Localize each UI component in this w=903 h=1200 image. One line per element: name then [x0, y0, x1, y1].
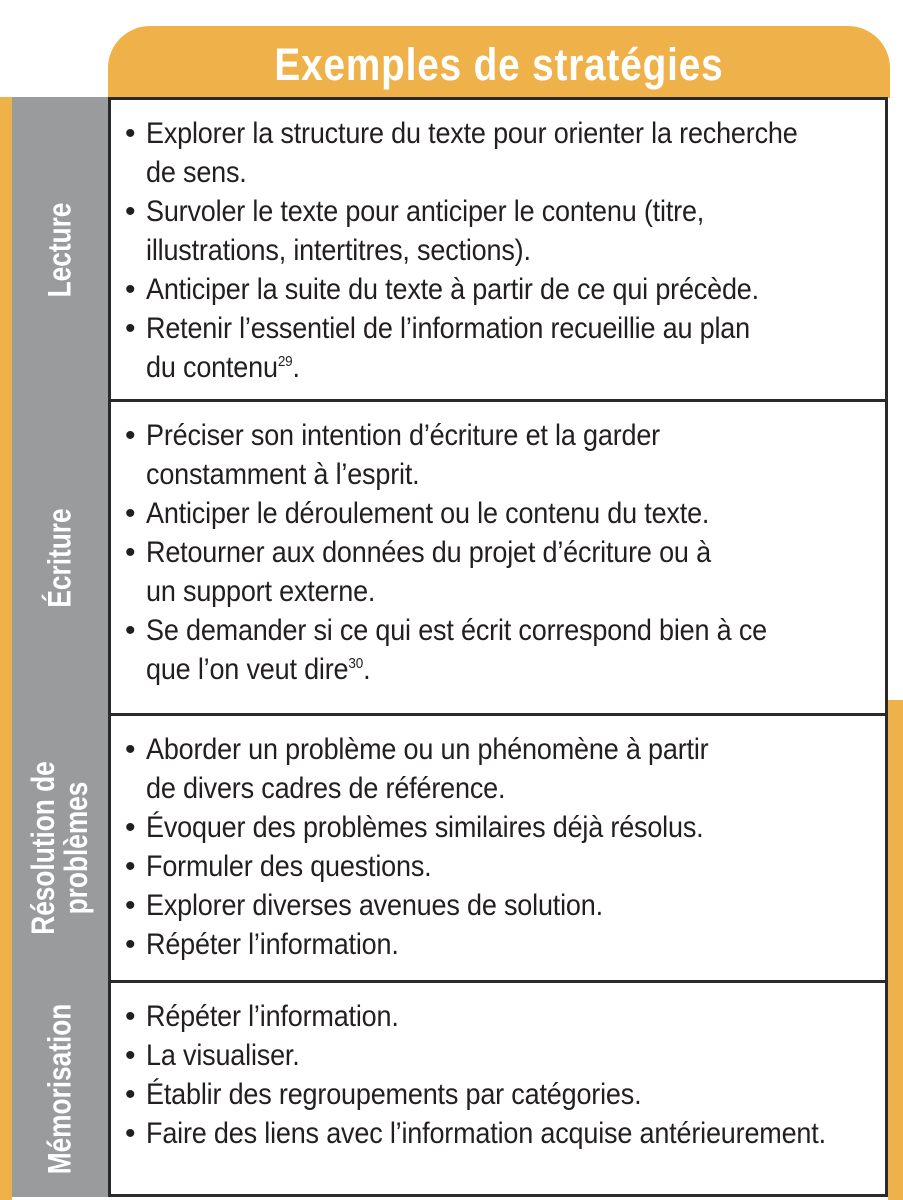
strategy-text: Préciser son intention d’écriture et la garder	[146, 419, 660, 452]
strategy-item	[125, 611, 885, 689]
strategy-text-line	[146, 348, 811, 387]
strategy-item	[125, 309, 885, 387]
strategy-text: La visualiser.	[146, 1039, 300, 1072]
section-label	[27, 761, 93, 934]
strategy-text: Répéter l’information.	[146, 1000, 399, 1033]
strategy-text-line	[146, 808, 811, 847]
strategy-text-line	[146, 730, 811, 769]
strategy-text: du contenu	[146, 351, 278, 384]
strategy-list	[111, 983, 885, 1153]
strategy-text-line	[146, 886, 811, 925]
strategy-item	[125, 925, 885, 964]
strategy-text: que l’on veut dire	[146, 653, 349, 686]
strategy-text: de divers cadres de référence.	[146, 772, 506, 805]
strategy-text-line	[146, 416, 811, 455]
strategy-text: Se demander si ce qui est écrit correspond bien à ce	[146, 614, 767, 647]
strategy-text: Établir des regroupements par catégories.	[146, 1078, 642, 1111]
strategy-text: Retourner aux données du projet d’écriture ou à	[146, 536, 711, 569]
strategy-text: Aborder un problème ou un phénomène à partir	[146, 733, 709, 766]
section-label-line: Résolution de	[25, 761, 61, 935]
strategy-text-line	[146, 1036, 811, 1075]
strategy-text-line	[146, 153, 811, 192]
strategy-text: Répéter l’information.	[146, 928, 399, 961]
left-accent-stripe	[0, 97, 12, 1200]
strategy-text-line	[146, 192, 811, 231]
strategy-item	[125, 808, 885, 847]
strategy-item	[125, 886, 885, 925]
right-accent-stripe	[888, 700, 903, 1200]
strategy-text-line	[146, 925, 811, 964]
strategy-text-line	[146, 455, 811, 494]
strategy-text-end: .	[363, 653, 371, 686]
strategy-item	[125, 416, 885, 494]
strategy-text-line	[146, 847, 811, 886]
strategy-list	[111, 716, 885, 964]
section-label: Lecture	[41, 202, 78, 297]
strategy-text-line	[146, 572, 811, 611]
strategy-text: constamment à l’esprit.	[146, 458, 420, 491]
strategy-text: Retenir l’essentiel de l’information recueillie au plan	[146, 312, 750, 345]
strategy-item	[125, 192, 885, 270]
strategy-text: un support externe.	[146, 575, 376, 608]
strategy-text: Évoquer des problèmes similaires déjà résolus.	[146, 811, 704, 844]
strategy-text-end: .	[292, 351, 300, 384]
strategy-item	[125, 997, 885, 1036]
strategy-text-line	[146, 114, 811, 153]
section-content	[108, 97, 888, 402]
section-label: Mémorisation	[41, 1003, 78, 1174]
strategy-item	[125, 730, 885, 808]
strategy-item	[125, 1075, 885, 1114]
strategy-text: Faire des liens avec l’information acquise antérieurement.	[146, 1117, 826, 1150]
section-label-cell	[12, 399, 108, 716]
strategy-list	[111, 402, 885, 689]
section-label-cell	[12, 980, 108, 1197]
strategy-item	[125, 533, 885, 611]
strategy-item	[125, 270, 885, 309]
strategy-text: Survoler le texte pour anticiper le contenu (titre,	[146, 195, 705, 228]
section-content	[108, 399, 888, 716]
strategy-text-line	[146, 309, 811, 348]
strategy-text: Explorer la structure du texte pour orienter la recherche	[146, 117, 798, 150]
strategy-item	[125, 114, 885, 192]
section-content	[108, 980, 888, 1197]
strategy-text-line	[146, 997, 811, 1036]
strategy-text: Formuler des questions.	[146, 850, 432, 883]
page-title: Exemples de stratégies	[274, 39, 724, 90]
strategy-text-line	[146, 231, 811, 270]
section-label: Écriture	[41, 507, 78, 608]
table-header	[108, 26, 890, 98]
section-label-cell	[12, 97, 108, 402]
strategy-text-line	[146, 1075, 811, 1114]
strategy-list	[111, 100, 885, 387]
strategy-text-line	[146, 270, 811, 309]
strategy-text: Anticiper la suite du texte à partir de ce qui précède.	[146, 273, 759, 306]
strategy-text-line	[146, 650, 811, 689]
section-resolution-de-problemes	[12, 713, 888, 983]
strategy-item	[125, 847, 885, 886]
strategy-text: illustrations, intertitres, sections).	[146, 234, 531, 267]
section-ecriture	[12, 399, 888, 716]
strategy-text-line	[146, 1114, 826, 1153]
section-content	[108, 713, 888, 983]
strategy-text: de sens.	[146, 156, 247, 189]
strategy-text-line	[146, 494, 811, 533]
section-memorisation	[12, 980, 888, 1197]
strategy-item	[125, 1036, 885, 1075]
section-lecture	[12, 97, 888, 402]
strategy-text: Anticiper le déroulement ou le contenu du texte.	[146, 497, 710, 530]
strategy-text-line	[146, 533, 811, 572]
footnote-ref: 29	[277, 353, 293, 370]
strategy-item	[125, 1114, 885, 1153]
strategy-text-line	[146, 611, 811, 650]
strategy-text: Explorer diverses avenues de solution.	[146, 889, 603, 922]
section-label-cell	[12, 713, 108, 983]
strategy-item	[125, 494, 885, 533]
footnote-ref: 30	[348, 655, 364, 672]
strategy-text-line	[146, 769, 811, 808]
section-label-line: problèmes	[58, 781, 94, 915]
